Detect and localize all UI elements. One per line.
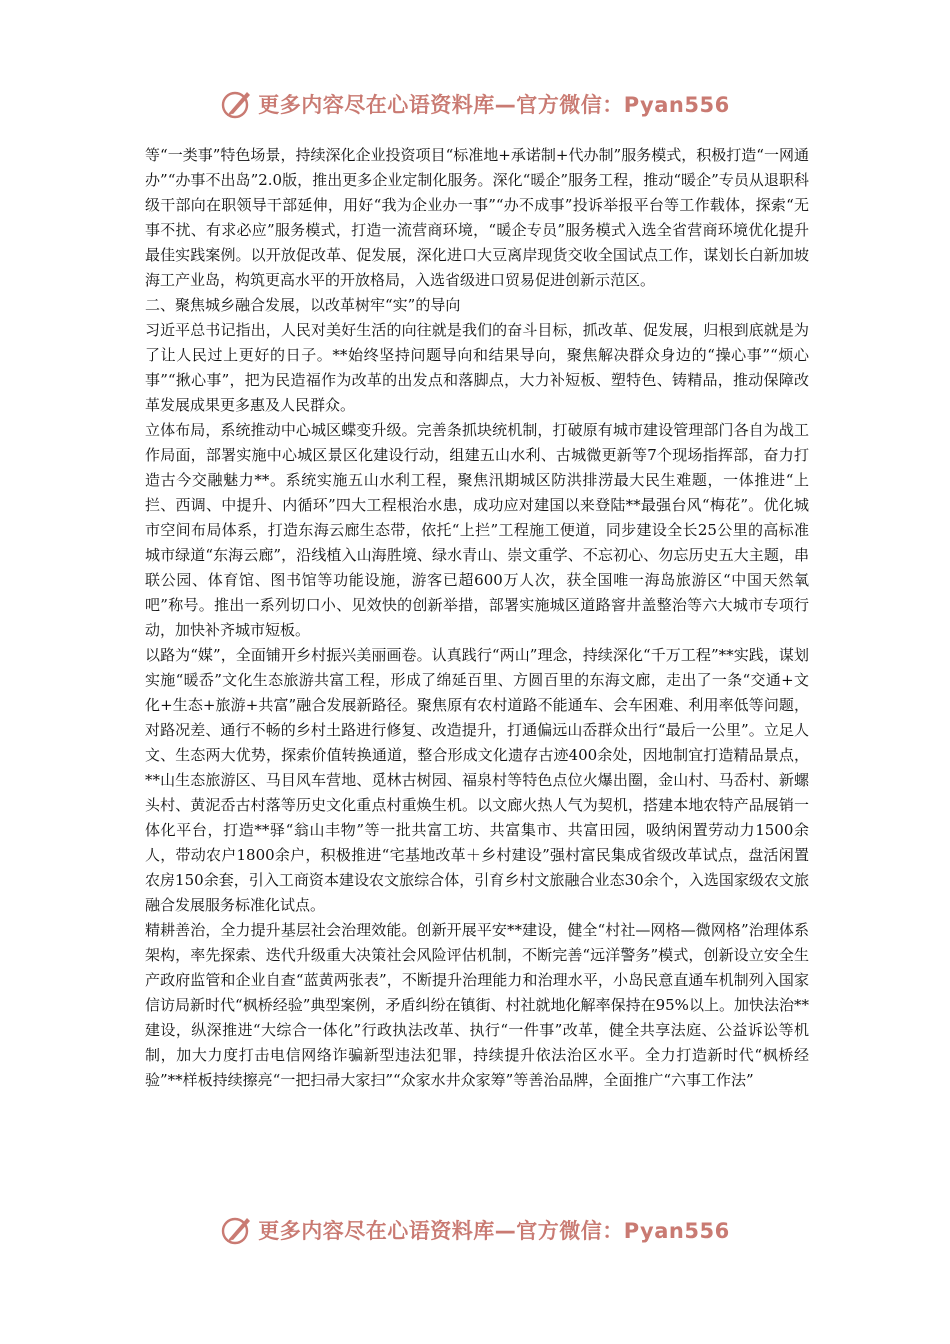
watermark-text: 更多内容尽在心语资料库—官方微信：Pyan556 [258, 93, 730, 117]
paragraph: 精耕善治，全力提升基层社会治理效能。创新开展平安**建设，健全“村社—网格—微网格”治理体系架构，率先探索、迭代升级重大决策社会风险评估机制，不断完善“远洋警务”模式，创新设立安全生产政府监管和企业自查“蓝黄两张表”，不断提升治理能力和治理水平，小岛民意直通车机制列入国家信访局新时代“枫桥经验”典型案例，矛盾纠纷在镇街、村社就地化解率保持在95%以上。加快法治**建设，纵深推进“大综合一体化”行政执法改革、执行“一件事”改革，健全共享法庭、公益诉讼等机制，加大力度打击电信网络诈骗新型违法犯罪，持续提升依法治区水平。全力打造新时代“枫桥经验”**样板持续擦亮“一把扫帚大家扫”“众家水井众家筹”等善治品牌，全面推广“六事工作法” [145, 921, 809, 1089]
paragraph: 等“一类事”特色场景，持续深化企业投资项目“标准地+承诺制+代办制”服务模式，积极打造“一网通办”“办事不出岛”2.0版，推出更多企业定制化服务。深化“暖企”服务工程，推动“暖企”专员从退职科级干部向在职领导干部延伸，用好“我为企业办一事”“办不成事”投诉举报平台等工作载体，探索“无事不扰、有求必应”服务模式，打造一流营商环境，“暖企专员”服务模式入选全省营商环境优化提升最佳实践案例。以开放促改革、促发展，深化进口大豆离岸现货交收全国试点工作，谋划长白新加坡海工产业岛，构筑更高水平的开放格局，入选省级进口贸易促进创新示范区。 [145, 146, 809, 289]
paragraph: 立体布局，系统推动中心城区蝶变升级。完善条抓块统机制，打破原有城市建设管理部门各自为战工作局面，部署实施中心城区景区化建设行动，组建五山水利、古城微更新等7个现场指挥部，奋力打造古今交融魅力**。系统实施五山水利工程，聚焦汛期城区防洪排涝最大民生难题，一体推进“上拦、西调、中提升、内循环”四大工程根治水患，成功应对建国以来登陆**最强台风“梅花”。优化城市空间布局体系，打造东海云廊生态带，依托“上拦”工程施工便道，同步建设全长25公里的高标准城市绿道“东海云廊”，沿线植入山海胜境、绿水青山、崇文重学、不忘初心、勿忘历史五大主题，串联公园、体育馆、图书馆等功能设施，游客已超600万人次，获全国唯一海岛旅游区“中国天然氧吧”称号。推出一系列切口小、见效快的创新举措，部署实施城区道路窨井盖整治等六大城市专项行动，加快补齐城市短板。 [145, 421, 809, 639]
paragraph: 以路为“媒”，全面铺开乡村振兴美丽画卷。认真践行“两山”理念，持续深化“千万工程”**实践，谋划实施“暖岙”文化生态旅游共富工程，形成了绵延百里、方圆百里的东海文廊，走出了一条“交通+文化+生态+旅游+共富”融合发展新路径。聚焦原有农村道路不能通车、会车困难、利用率低等问题，对路况差、通行不畅的乡村土路进行修复、改造提升，打通偏远山岙群众出行“最后一公里”。立足人文、生态两大优势，探索价值转换通道，整合形成文化遗存古迹400余处，因地制宜打造精品景点，**山生态旅游区、马目风车营地、觅林古树园、福泉村等特色点位火爆出圈，金山村、马岙村、新螺头村、黄泥岙古村落等历史文化重点村重焕生机。以文廊火热人气为契机，搭建本地农特产品展销一体化平台，打造**驿“翁山丰物”等一批共富工坊、共富集市、共富田园，吸纳闲置劳动力1500余人，带动农户1800余户，积极推进“宅基地改革＋乡村建设”强村富民集成省级改革试点，盘活闲置农房150余套，引入工商资本建设农文旅综合体，引育乡村文旅融合业态30余个，入选国家级农文旅融合发展服务标准化试点。 [145, 646, 809, 914]
header-watermark-banner [0, 84, 950, 124]
section-heading: 二、聚焦城乡融合发展，以改革树牢“实”的导向 [145, 296, 461, 314]
watermark-text: 更多内容尽在心语资料库—官方微信：Pyan556 [258, 1219, 730, 1243]
paragraph: 习近平总书记指出，人民对美好生活的向往就是我们的奋斗目标，抓改革、促发展，归根到底就是为了让人民过上更好的日子。**始终坚持问题导向和结果导向，聚焦解决群众身边的“操心事”“烦心事”“揪心事”，把为民造福作为改革的出发点和落脚点，大力补短板、塑特色、铸精品，推动保障改革发展成果更多惠及人民群众。 [145, 321, 809, 414]
document-body [145, 143, 809, 1093]
footer-watermark-banner [0, 1210, 950, 1250]
quill-logo-icon [220, 1213, 254, 1247]
quill-logo-icon [220, 87, 254, 121]
